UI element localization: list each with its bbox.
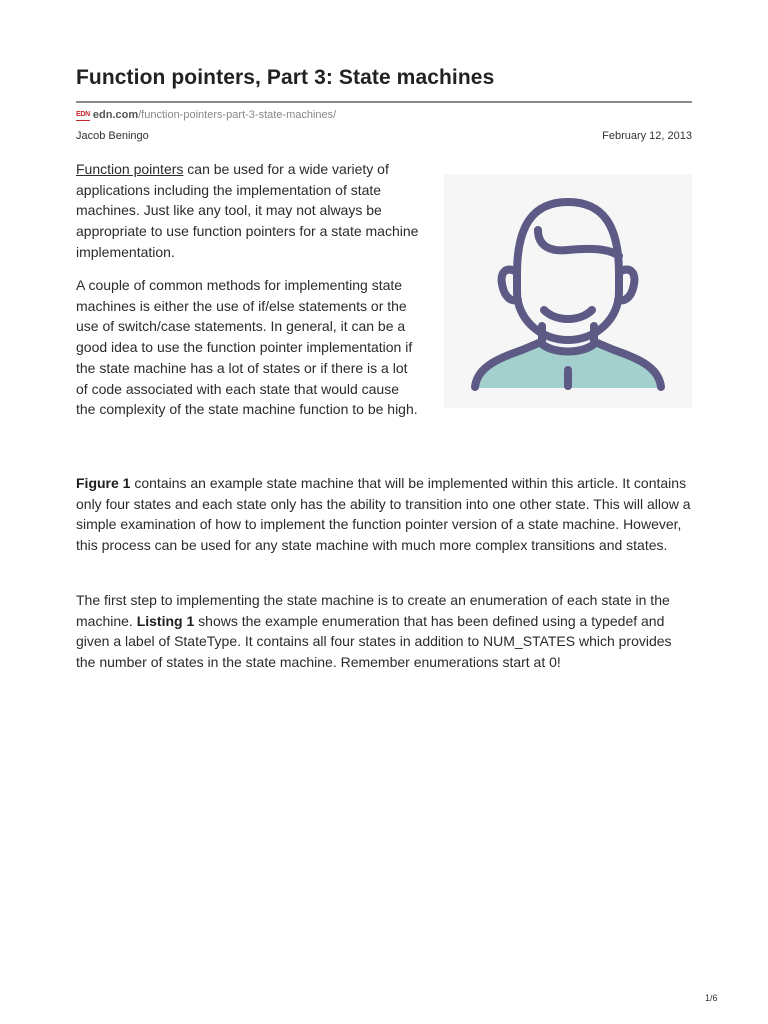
paragraph-intro-text: can be used for a wide variety of applications including the implementation of state machines. Just like any tool, it may not always be appropriate to use function pointers for a state machine implementation. — [76, 161, 419, 260]
paragraph-figure — [76, 473, 692, 556]
listing-1-reference: Listing 1 — [136, 612, 195, 629]
paragraph-enumeration — [76, 590, 692, 673]
author-name: Jacob Beningo — [76, 130, 149, 142]
figure-1-reference: Figure 1 — [76, 475, 131, 491]
source-domain[interactable]: edn.com — [92, 109, 139, 121]
paragraph-enumeration-after: shows the example enumeration that has been defined using a typedef and given a label of StateType. It contains all four states in addition to NUM_STATES which provides the number of states in the state machine. Remember enumerations start at 0! — [76, 612, 672, 671]
paragraph-enumeration-before: The first step to implementing the state machine is to create an enumeration of each state in the machine. — [76, 592, 670, 629]
edn-logo-icon: EDN — [76, 110, 90, 121]
title-divider — [76, 101, 692, 103]
source-path[interactable]: /function-pointers-part-3-state-machines/ — [138, 109, 337, 121]
article-title: Function pointers, Part 3: State machines — [76, 66, 495, 89]
source-line — [76, 108, 336, 122]
paragraph-methods: A couple of common methods for implementing state machines is either the use of if/else statements or the use of switch/case statements. In general, it can be a good idea to use the function pointer implementation if the state machine has a lot of states or if there is a lot of code associated with each state that would cause the complexity of the state machine function to be high. — [76, 277, 418, 418]
function-pointers-link[interactable]: Function pointers — [76, 161, 184, 177]
user-avatar-icon — [444, 174, 692, 408]
author-avatar-figure — [444, 174, 692, 408]
paragraph-intro — [76, 159, 421, 263]
page-number: 1/6 — [705, 993, 718, 1003]
publish-date: February 12, 2013 — [602, 130, 692, 142]
paragraph-figure-text: contains an example state machine that will be implemented within this article. It contains only four states and each state only has the ability to transition into one other state. This will allow a simple examination of how to implement the function pointer version of a state machine. However, this process can be used for any state machine with much more complex transitions and states. — [76, 475, 691, 554]
